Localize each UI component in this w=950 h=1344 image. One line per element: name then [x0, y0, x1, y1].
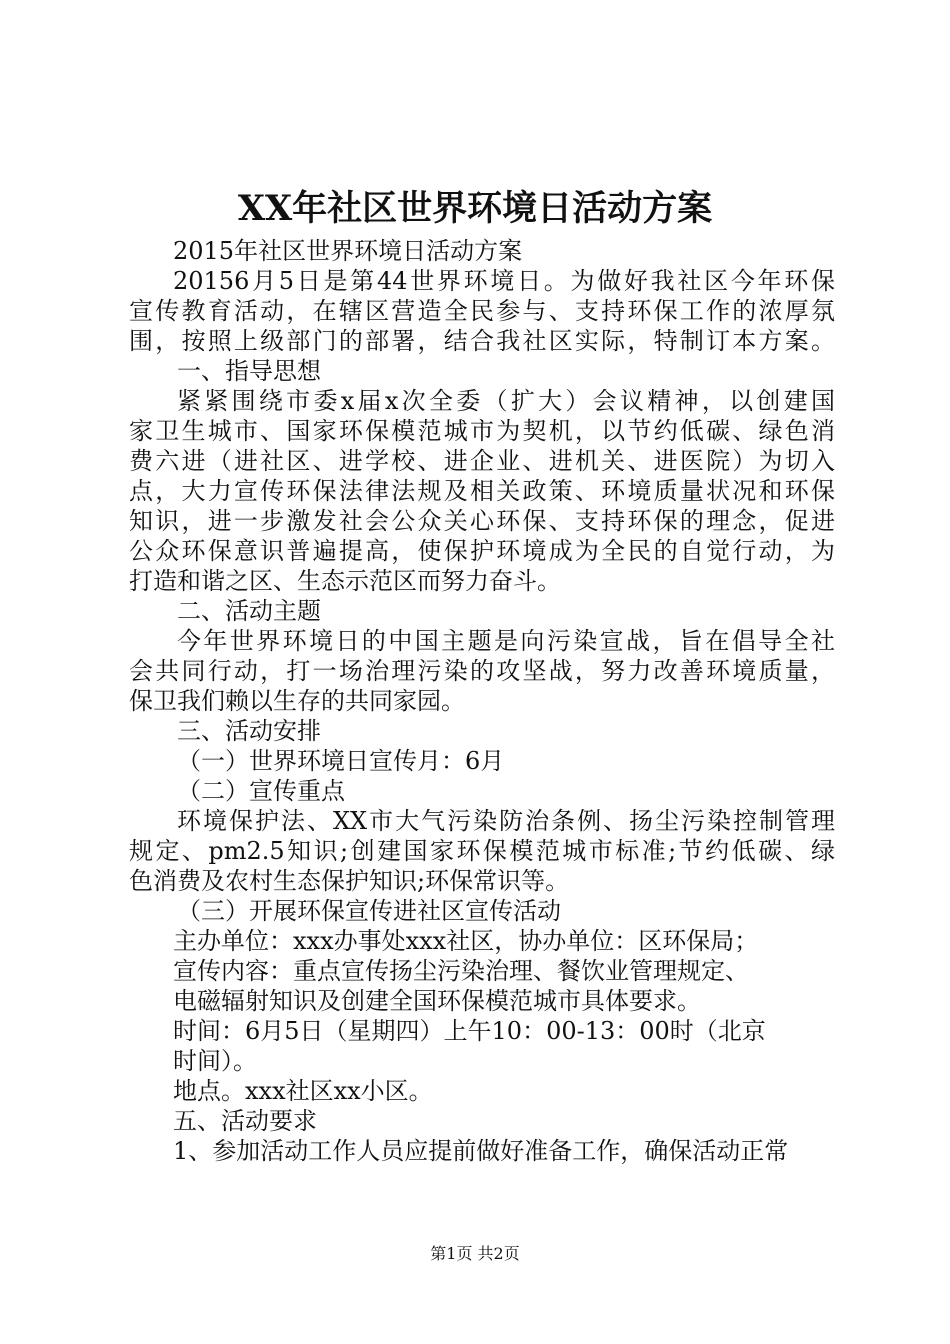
- body-line: 主办单位：xxx办事处xxx社区，协办单位：区环保局；: [173, 927, 759, 955]
- body-line: 宣传内容：重点宣传扬尘污染治理、餐饮业管理规定、: [173, 957, 749, 985]
- body-line: 保卫我们赖以生存的共同家园。: [129, 687, 465, 715]
- body-line: 紧紧围绕市委x届x次全委（扩大）会议精神，以创建国: [177, 387, 835, 415]
- body-line: 知识，进一步激发社会公众关心环保、支持环保的理念，促进: [129, 507, 835, 535]
- body-line: 20156月5日是第44世界环境日。为做好我社区今年环保: [173, 267, 835, 295]
- body-line: 时间）。: [173, 1047, 257, 1075]
- body-line: 家卫生城市、国家环保模范城市为契机，以节约低碳、绿色消: [129, 417, 835, 445]
- document-title: XX年社区世界环境日活动方案: [237, 188, 713, 229]
- body-line: 电磁辐射知识及创建全国环保模范城市具体要求。: [173, 987, 701, 1015]
- body-line: 1、参加活动工作人员应提前做好准备工作，确保活动正常: [173, 1137, 789, 1165]
- document-body: [129, 236, 835, 1166]
- body-line: 打造和谐之区、生态示范区而努力奋斗。: [129, 567, 561, 595]
- body-line: 今年世界环境日的中国主题是向污染宣战，旨在倡导全社: [177, 627, 835, 655]
- body-line: 公众环保意识普遍提高，使保护环境成为全民的自觉行动，为: [129, 537, 835, 565]
- section-heading: 二、活动主题: [177, 597, 321, 625]
- body-line: 宣传教育活动，在辖区营造全民参与、支持环保工作的浓厚氛: [129, 297, 835, 325]
- body-line: 地点。xxx社区xx小区。: [173, 1077, 433, 1105]
- body-line: 时间：6月5日（星期四）上午10：00-13：00时（北京: [173, 1017, 766, 1045]
- body-line: 会共同行动，打一场治理污染的攻坚战，努力改善环境质量，: [129, 657, 835, 685]
- section-heading: 三、活动安排: [177, 717, 321, 745]
- body-line: 点，大力宣传环保法律法规及相关政策、环境质量状况和环保: [129, 477, 835, 505]
- body-line: 围，按照上级部门的部署，结合我社区实际，特制订本方案。: [129, 327, 835, 355]
- body-line: 费六进（进社区、进学校、进企业、进机关、进医院）为切入: [129, 447, 835, 475]
- section-heading: 一、指导思想: [177, 357, 321, 385]
- body-line: 规定、pm2.5知识;创建国家环保模范城市标准;节约低碳、绿: [129, 837, 835, 865]
- body-line: 环境保护法、XX市大气污染防治条例、扬尘污染控制管理: [177, 807, 835, 835]
- page-footer: 第1页 共2页: [430, 1244, 520, 1263]
- body-line: 2015年社区世界环境日活动方案: [173, 237, 523, 265]
- subsection-heading: （二）宣传重点: [177, 777, 345, 805]
- body-line: 色消费及农村生态保护知识;环保常识等。: [129, 867, 570, 895]
- subsection-heading: （三）开展环保宣传进社区宣传活动: [177, 897, 561, 925]
- section-heading: 五、活动要求: [173, 1107, 317, 1135]
- subsection-heading: （一）世界环境日宣传月：6月: [177, 747, 505, 775]
